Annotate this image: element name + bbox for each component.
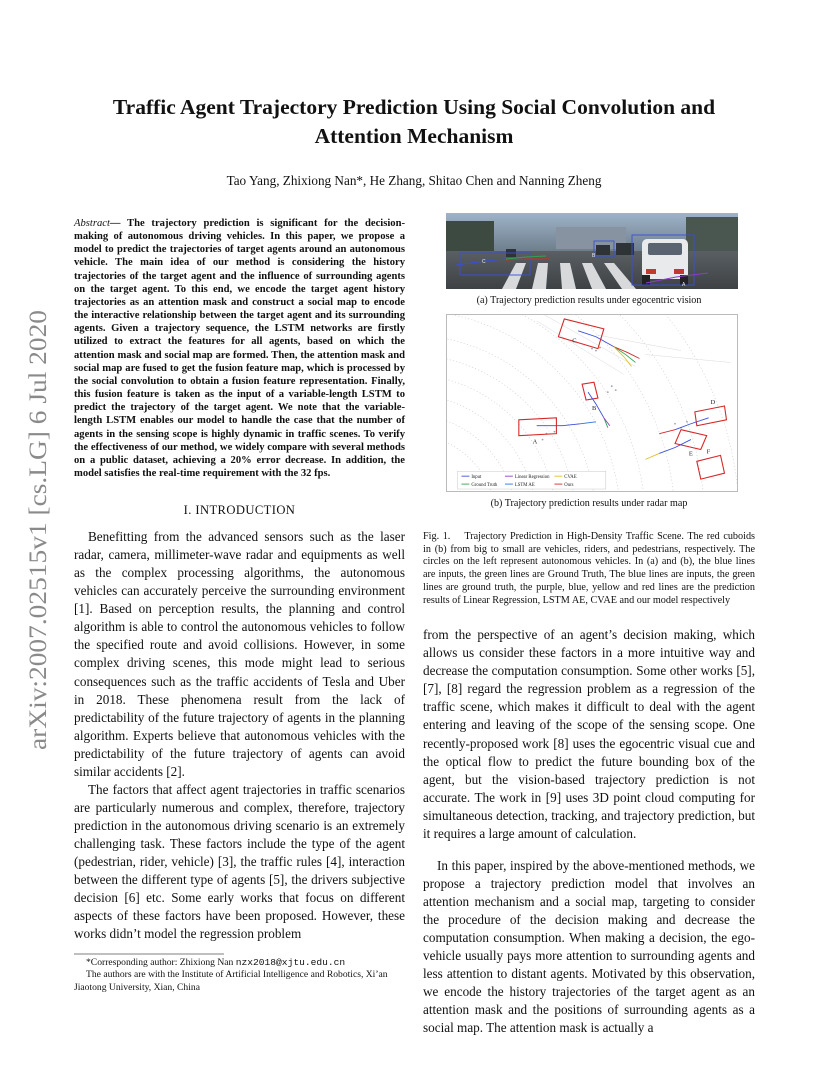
section-heading-introduction: I. INTRODUCTION bbox=[183, 503, 296, 518]
corresponding-author-note bbox=[74, 957, 405, 969]
intro-paragraph-1: Benefitting from the advanced sensors such as the laser radar, camera, millimeter-wave radar and equipments as well as the complex processing algorithms, the autonomous vehicles can accurately perceive the surrounding environment [1]. Based on perception results, the planning and control algorithm is able to control the autonomous vehicles to follow the specified route and avoid collisions. However, in some complex driving scenes, this mode might lead to serious consequences such as the traffic accidents of Tesla and Uber in 2018. These phenomena result from the lack of predictability of the future trajectory of agents in the planning algorithm. Experts believe that autonomous vehicles with the predictability of the future trajectory of agents can avoid similar accidents [2]. bbox=[74, 529, 405, 779]
abstract-label: Abstract bbox=[74, 218, 110, 229]
egocentric-agent-label-c: C bbox=[482, 259, 486, 265]
figure-legend bbox=[458, 471, 606, 489]
abstract bbox=[74, 217, 405, 480]
legend-input: Input bbox=[471, 475, 482, 481]
figure-radar-map bbox=[446, 314, 738, 492]
figure-1-label: Fig. 1. bbox=[423, 531, 451, 542]
radar-agent-label-b: B bbox=[592, 404, 597, 412]
ego-vehicle-white-car bbox=[642, 239, 688, 285]
scene-buildings bbox=[556, 227, 626, 249]
right-column-text bbox=[423, 626, 755, 1037]
radar-agent-label-c: C bbox=[572, 337, 577, 345]
radar-agent-label-d: D bbox=[710, 398, 716, 406]
arxiv-identifier-text: arXiv:2007.02515v1 [cs.LG] 6 Jul 2020 bbox=[25, 348, 52, 750]
scene-trees-left bbox=[446, 221, 494, 253]
egocentric-agent-label-b: B bbox=[592, 253, 596, 259]
intro-paragraph-2: The factors that affect agent trajectories in traffic scenarios are particularly numerous and complex, therefore, trajectory prediction in the autonomous driving scenario is an extremely challenging task. These factors include the type of the agent (pedestrian, rider, vehicle) [3], the traffic rules [4], interaction between the different type of agents [5], the drivers subjective decision [6] etc. Some early works that focus on different aspects of these factors have been proposed. However, these works didn’t model the regression problem bbox=[74, 781, 405, 942]
legend-lstm-ae: LSTM AE bbox=[514, 483, 535, 489]
footnote-rule bbox=[74, 953, 405, 955]
abstract-dash: — bbox=[109, 218, 121, 229]
abstract-text: The trajectory prediction is significant for the decision-making of autonomous driving vehicles. In this paper, we propose a model to predict the trajectories of target agents around an autonomous vehicle. The main idea of our method is considering the history trajectories of the target agent and the influence of surrounding agents on the target agent. To this end, we encode the target agent history trajectories as an attention mask and construct a social map to encode the interactive relationship between the target agent and its surrounding agents. Given a trajectory sequence, the LSTM networks are firstly utilized to extract the features for all agents, based on which the attention mask and social map are formed. Then, the attention mask and social map are fused to get the fusion feature map, which is processed by the social convolution to obtain a fusion feature representation. Finally, this fusion feature is taken as the input of a variable-length LSTM to predict the trajectory of the target agent. We note that the variable-length LSTM enables our model to handle the case that the number of agents in the sensing scope is highly dynamic in traffic scenes. To verify the effectiveness of our method, we widely compare with several methods on a public dataset, achieving a 20% error decrease. In addition, the model satisfies the real-time requirement with the 32 fps. bbox=[74, 218, 405, 479]
legend-linear-regression: Linear Regression bbox=[514, 475, 550, 481]
legend-ground-truth: Ground Truth bbox=[471, 483, 498, 489]
intro-paragraph-4: In this paper, inspired by the above-mentioned methods, we propose a trajectory prediction model that involves an attention mechanism and a social map, targeting to consider the procedure of the decision making and decrease the computation consumption. When making a decision, the ego-vehicle usually pays more attention to surrounding agents and less attention to distant agents. Motivated by this observation, we encode the history trajectories of the target agent as an attention mask and the positions of surrounding agents as a social map. The attention mask is actually a bbox=[423, 857, 755, 1036]
arxiv-identifier-stamp bbox=[16, 300, 56, 760]
left-column bbox=[74, 217, 405, 943]
figure-1-caption bbox=[423, 531, 755, 607]
affiliation-note: The authors are with the Institute of Artificial Intelligence and Robotics, Xi’an Jiaotong University, Xian, China bbox=[74, 969, 388, 993]
intro-paragraph-3: from the perspective of an agent’s decision making, which allows us consider these factors in a more intuitive way and decrease the computation consumption. Some other works [5], [7], [8] regard the regression problem as a regression of the traffic scene, which makes it difficult to deal with the agent entering and leaving of the scope of the sensing scope. One recently-proposed work [8] uses the egocentric visual cue and the optical flow to predict the future bounding box of the agent, but the vision-based trajectory prediction is not accurate. The work in [9] uses 3D point cloud computing for simultaneous detection, tracking, and trajectory prediction, but it requires a large amount of calculation. bbox=[423, 627, 755, 841]
figure-caption-a: (a) Trajectory prediction results under egocentric vision bbox=[476, 295, 702, 306]
paper-title: Traffic Agent Trajectory Prediction Using Social Convolution and Attention Mechanism bbox=[112, 95, 716, 148]
radar-agent-label-e: E bbox=[688, 450, 693, 458]
footnotes bbox=[74, 957, 405, 994]
corresponding-author-label: *Corresponding author: Zhixiong Nan bbox=[86, 957, 236, 968]
egocentric-agent-label-a: A bbox=[682, 282, 686, 288]
author-list: Tao Yang, Zhixiong Nan*, He Zhang, Shitao Chen and Nanning Zheng bbox=[226, 173, 602, 188]
figure-caption-b: (b) Trajectory prediction results under radar map bbox=[490, 498, 688, 509]
figure-egocentric-view bbox=[446, 213, 738, 289]
figure-1-caption-text: Trajectory Prediction in High-Density Traffic Scene. The red cuboids in (b) from big to small are vehicles, riders, and pedestrians, respectively. The circles on the left represent autonomous vehicles. In (a) and (b), the blue lines are inputs, the green lines are Ground Truth, The blue lines are inputs, the green lines are ground truth, the purple, blue, yellow and red lines are the prediction results of Linear Regression, LSTM AE, CVAE and our model respectively bbox=[423, 531, 756, 606]
radar-agent-label-a: A bbox=[532, 438, 538, 446]
radar-agent-label-f: F bbox=[706, 448, 711, 456]
corresponding-author-email: nzx2018@xjtu.edu.cn bbox=[235, 957, 346, 968]
legend-ours: Ours bbox=[564, 483, 574, 489]
right-column bbox=[423, 210, 755, 1037]
legend-cvae: CVAE bbox=[564, 475, 577, 481]
